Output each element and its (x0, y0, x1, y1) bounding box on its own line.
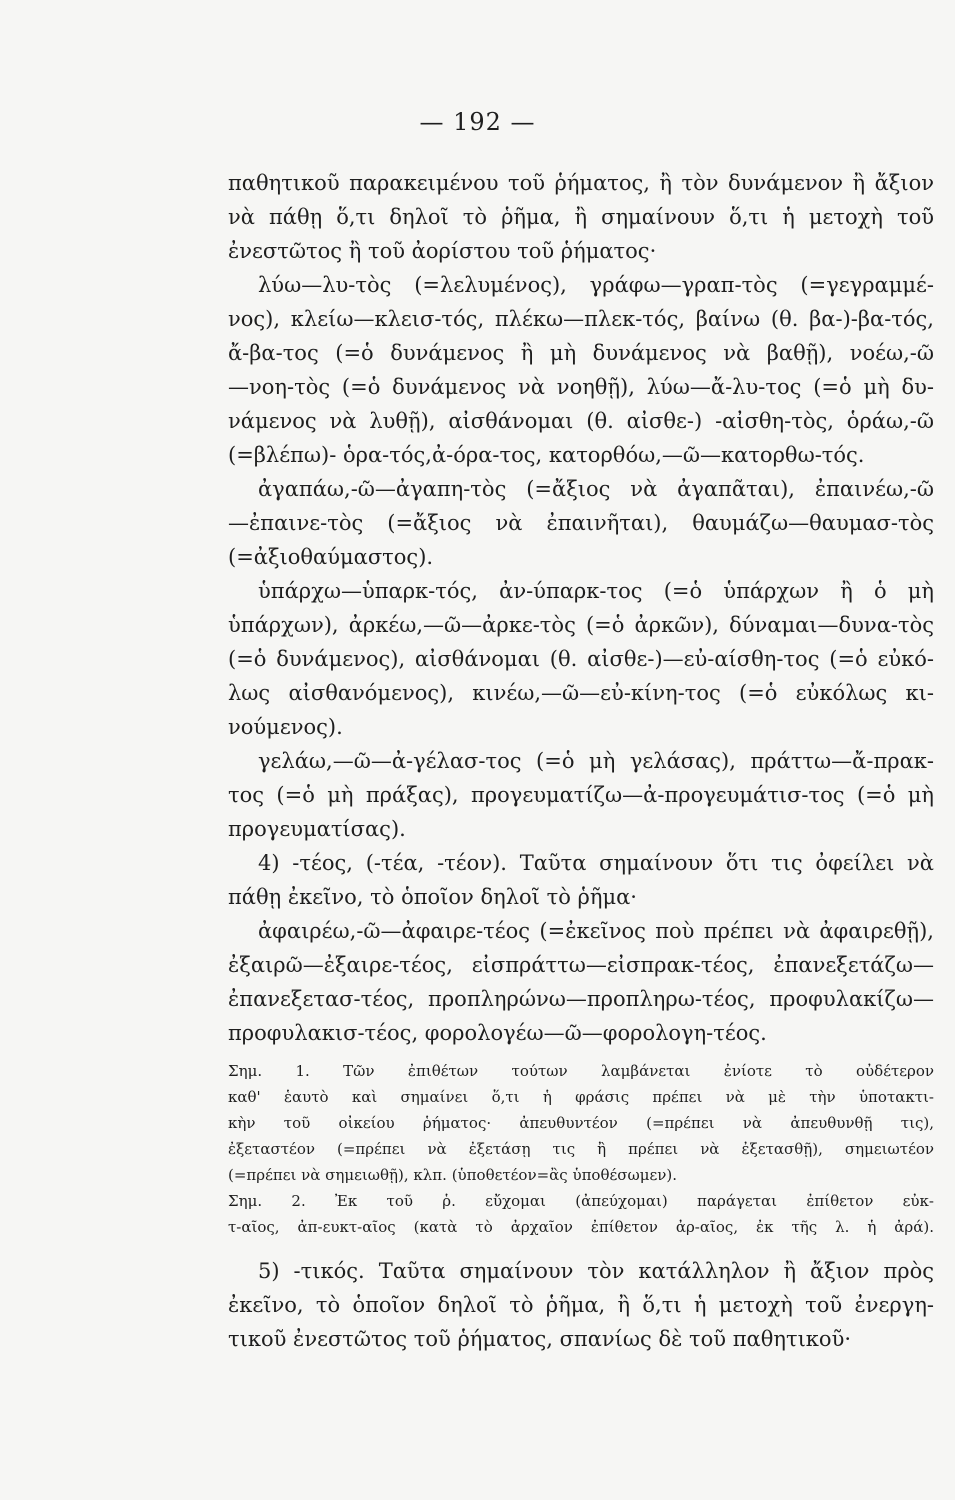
text-line: προγευματίσας). (228, 817, 406, 841)
text-line: (=ὁ δυνάμενος), αἰσθάνομαι (θ. αἰσθε-)—εὐ-αίσθη-τος (=ὁ εὐκό- (228, 647, 934, 671)
note-line: (=πρέπει νὰ σημειωθῇ), κλπ. (ὑποθετέον=ἂς ὑποθέσωμεν). (228, 1166, 677, 1184)
text-line: νούμενος). (228, 715, 343, 739)
text-line: ἀγαπάω,-ῶ—ἀγαπη-τὸς (=ἄξιος νὰ ἀγαπᾶται), ἐπαινέω,-ῶ (258, 477, 934, 501)
note-line: Σημ. 2. Ἐκ τοῦ ῥ. εὔχομαι (ἀπεύχομαι) παράγεται ἐπίθετον εὐκ- (228, 1192, 934, 1210)
text-line: ἄ-βα-τος (=ὁ δυνάμενος ἢ μὴ δυνάμενος νὰ βαθῇ), νοέω,-ῶ (228, 341, 934, 365)
text-line: τος (=ὁ μὴ πράξας), προγευματίζω—ἀ-προγευμάτισ-τος (=ὁ μὴ (228, 783, 934, 807)
text-line: νάμενος νὰ λυθῇ), αἰσθάνομαι (θ. αἰσθε-) -αἰσθη-τὸς, ὁράω,-ῶ (228, 409, 934, 433)
text-line: λύω—λυ-τὸς (=λελυμένος), γράφω—γραπ-τὸς (=γεγραμμέ- (258, 273, 934, 297)
note-line: καθ' ἑαυτὸ καὶ σημαίνει ὅ,τι ἡ φράσις πρέπει νὰ μὲ τὴν ὑποτακτι- (228, 1088, 934, 1106)
text-line: πάθῃ ἐκεῖνο, τὸ ὁποῖον δηλοῖ τὸ ῥῆμα· (228, 885, 637, 909)
text-line: νὰ πάθῃ ὅ,τι δηλοῖ τὸ ῥῆμα, ἢ σημαίνουν ὅ,τι ἡ μετοχὴ τοῦ (228, 205, 934, 229)
text-line: νος), κλείω—κλεισ-τός, πλέκω—πλεκ-τός, βαίνω (θ. βα-)-βα-τός, (228, 307, 934, 331)
note-line: τ-αῖος, ἀπ-ευκτ-αῖος (κατὰ τὸ ἀρχαῖον ἐπίθετον ἀρ-αῖος, ἐκ τῆς λ. ἡ ἀρά). (228, 1218, 934, 1236)
text-line: γελάω,—ῶ—ἀ-γέλασ-τος (=ὁ μὴ γελάσας), πράττω—ἄ-πρακ- (258, 749, 934, 773)
text-line: —νοη-τὸς (=ὁ δυνάμενος νὰ νοηθῇ), λύω—ἄ-λυ-τος (=ὁ μὴ δυ- (228, 375, 934, 399)
spacer (228, 1240, 934, 1254)
text-line: ἀφαιρέω,-ῶ—ἀφαιρε-τέος (=ἐκεῖνος ποὺ πρέπει νὰ ἀφαιρεθῇ), (258, 919, 934, 943)
main-text (228, 166, 934, 1356)
text-line: ἐπανεξετασ-τέος, προπληρώνω—προπληρω-τέος, προφυλακίζω— (228, 987, 934, 1011)
text-line: παθητικοῦ παρακειμένου τοῦ ῥήματος, ἢ τὸν δυνάμενον ἢ ἄξιον (228, 171, 934, 195)
section-heading-line: 4) -τέος, (-τέα, -τέον). Ταῦτα σημαίνουν ὅτι τις ὀφείλει νὰ (258, 851, 934, 875)
text-line: ὑπάρχων), ἀρκέω,—ῶ—ἀρκε-τὸς (=ὁ ἀρκῶν), δύναμαι—δυνα-τὸς (228, 613, 934, 637)
page-number: — 192 — (419, 108, 536, 136)
text-line: (=ἀξιοθαύμαστος). (228, 545, 434, 569)
section-heading-line: 5) -τικός. Ταῦτα σημαίνουν τὸν κατάλληλον ἢ ἄξιον πρὸς (258, 1259, 934, 1283)
text-line: ὑπάρχω—ὑπαρκ-τός, ἀν-ύπαρκ-τος (=ὁ ὑπάρχων ἢ ὁ μὴ (258, 579, 934, 603)
text-line: ἐξαιρῶ—ἐξαιρε-τέος, εἰσπράττω—εἰσπρακ-τέος, ἐπανεξετάζω— (228, 953, 934, 977)
text-line: ἐκεῖνο, τὸ ὁποῖον δηλοῖ τὸ ῥῆμα, ἢ ὅ,τι ἡ μετοχὴ τοῦ ἐνεργη- (228, 1293, 934, 1317)
note-line: κὴν τοῦ οἰκείου ῥήματος· ἀπευθυντέον (=πρέπει νὰ ἀπευθυνθῇ τις), (228, 1114, 934, 1132)
text-line: τικοῦ ἐνεστῶτος τοῦ ῥήματος, σπανίως δὲ τοῦ παθητικοῦ· (228, 1327, 852, 1351)
text-line: προφυλακισ-τέος, φορολογέω—ῶ—φορολογη-τέος. (228, 1021, 767, 1045)
text-line: (=βλέπω)- ὁρα-τός,ἀ-όρα-τος, κατορθόω,—ῶ—κατορθω-τός. (228, 443, 865, 467)
text-line: —ἐπαινε-τὸς (=ἄξιος νὰ ἐπαινῆται), θαυμάζω—θαυμασ-τὸς (228, 511, 934, 535)
note-line: Σημ. 1. Τῶν ἐπιθέτων τούτων λαμβάνεται ἐνίοτε τὸ οὐδέτερον (228, 1062, 934, 1080)
spacer (228, 1050, 934, 1058)
text-line: ἐνεστῶτος ἢ τοῦ ἀορίστου τοῦ ῥήματος· (228, 239, 657, 263)
text-line: λως αἰσθανόμενος), κινέω,—ῶ—εὐ-κίνη-τος (=ὁ εὐκόλως κι- (228, 681, 934, 705)
note-line: ἐξεταστέον (=πρέπει νὰ ἐξετάσῃ τις ἢ πρέπει νὰ ἐξετασθῇ), σημειωτέον (228, 1140, 934, 1158)
